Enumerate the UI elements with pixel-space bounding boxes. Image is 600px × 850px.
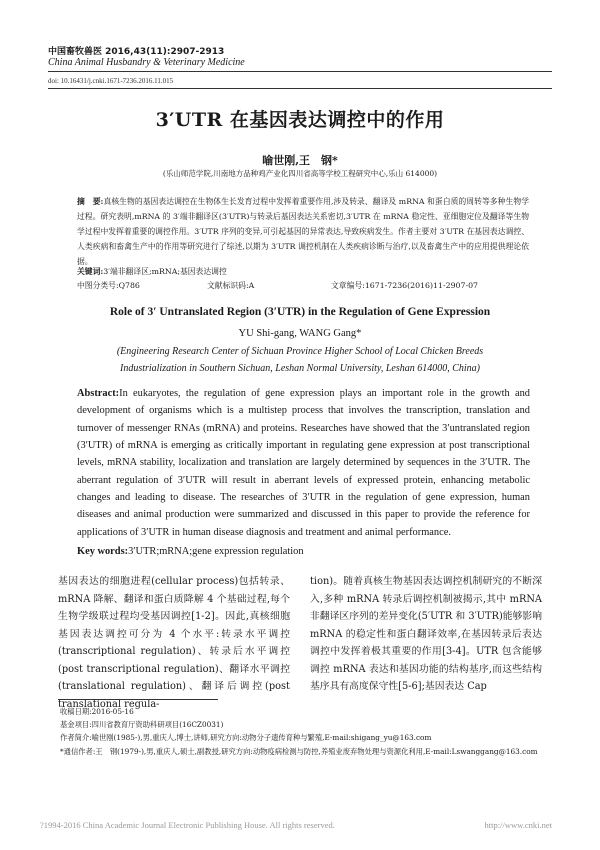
header-rule-top (48, 71, 552, 72)
cn-authors: 喻世刚,王 钢* (262, 154, 338, 167)
en-authors: YU Shi-gang, WANG Gang* (238, 328, 362, 339)
body-right-column: tion)。随着真核生物基因表达调控机制研究的不断深入,多种 mRNA 转录后调控机制被揭示,其中 mRNA非翻译区序列的差异变化(5′UTR 和 3′UTR)能够影响 mRNA 的稳定性和蛋白翻译效率,在基因转录后表达调控中发挥着极其重要的作用[3-4]。UTR 包含能够调控 mRNA 表达和基因功能的结构基序,而这些结构基序具有高度保守性[5-6];基因表达 Cap (310, 576, 542, 692)
en-affiliation-line2: Industrialization in Southern Sichuan, Leshan Normal University, Leshan 614000, China) (119, 363, 480, 374)
en-keywords-label: Key words: (77, 546, 129, 557)
footnote-author: 作者简介:喻世刚(1985-),男,重庆人,博士,讲师,研究方向:动物分子遗传育种与繁殖,E-mail:shigang_yu@163.com (60, 733, 432, 742)
en-abstract (77, 385, 530, 541)
doi[interactable]: doi: 10.16431/j.cnki.1671-7236.2016.11.015 (48, 77, 174, 85)
document-code: 文献标识码:A (207, 281, 255, 290)
cn-keywords-text: 3′端非翻译区;mRNA;基因表达调控 (103, 267, 227, 276)
en-title: Role of 3′ Untranslated Region (3′UTR) in the Regulation of Gene Expression (109, 306, 491, 318)
clc-number: 中图分类号:Q786 (77, 281, 140, 290)
en-abstract-label: Abstract: (77, 388, 120, 399)
en-affiliation-line1: (Engineering Research Center of Sichuan Province Higher School of Local Chicken Breeds (116, 346, 484, 357)
cn-abstract-label: 摘 要: (77, 197, 104, 206)
footnote-corresponding: *通信作者:王 钢(1979-),男,重庆人,硕士,副教授,研究方向:动物疫病检测与防控,养殖业废弃物处理与资源化利用,E-mail:Lswanggang@163.com (60, 747, 538, 756)
cn-abstract (77, 195, 529, 270)
en-abstract-text: In eukaryotes, the regulation of gene expression plays an important role in the growth and development of organisms which is a multistep process that involves the transcription, translation and turnover of messenger RNAs (mRNA) and proteins. Researches have showed that the 3′untranslated region (3′UTR) of mRNA is emerging as critically important in regulating gene expression at post transcriptional levels, mRNA stability, localization and translation are largely determined by sequences in the 3′UTR. The aberrant regulation of 3′UTR will result in aberrant levels of expressed protein, enhancing metabolic changes and leading to disease. The researches of 3′UTR in the regulation of gene expression, human diseases and animal production were summarized and discussed in this paper to provide the reference for applications of 3′UTR in human disease diagnosis and treatment and animal performance. (77, 388, 530, 538)
en-keywords (77, 546, 304, 557)
cn-abstract-text: 真核生物的基因表达调控在生物体生长发育过程中发挥着重要作用,涉及转录、翻译及 mRNA 和蛋白质的周转等多种生物学过程。研究表明,mRNA 的 3′端非翻译区(3′UTR)与转录后基因表达关系密切,3′UTR 在 mRNA 稳定性、亚细胞定位及翻译等生物学过程中发挥着重要的调控作用。3′UTR 序列的变异,可引起基因的异常表达,导致疾病发生。作者主要对 3′UTR 在基因表达调控、人类疾病和畜禽生产中的作用等研究进行了综述,以期为 3′UTR 调控机制在人类疾病诊断与治疗,以及畜禽生产中的应用提供理论依据。 (77, 197, 529, 266)
article-number: 文章编号:1671-7236(2016)11-2907-07 (331, 281, 479, 290)
cn-keywords (77, 266, 227, 277)
en-affiliation (0, 343, 600, 377)
en-keywords-text: 3′UTR;mRNA;gene expression regulation (128, 546, 304, 557)
header-rule-bottom (48, 88, 552, 89)
cn-affiliation: (乐山师范学院,川南地方品种鸡产业化四川省高等学校工程研究中心,乐山 614000) (162, 169, 438, 178)
journal-header-en: China Animal Husbandry & Veterinary Medicine (48, 57, 245, 68)
body-left-column: 基因表达的细胞进程(cellular process)包括转录、mRNA 降解、翻译和蛋白质降解 4 个基础过程,每个生物学级联过程均受基因调控[1-2]。因此,真核细胞基因表达调控可分为 4 个水平:转录水平调控(transcriptional regulation)、转录后水平调控(post transcriptional regulation)、翻译水平调控(translational regulation)、翻译后调控(post translational regula- (58, 576, 290, 710)
cn-title: 3′UTR 在基因表达调控中的作用 (155, 109, 445, 131)
footer-copyright: ?1994-2016 China Academic Journal Electronic Publishing House. All rights reserved. (40, 820, 335, 830)
footnote-rule (58, 699, 218, 700)
footnote-received: 收稿日期:2016-05-16 (60, 707, 134, 716)
footnote-fund: 基金项目:四川省教育厅资助科研项目(16CZ0031) (60, 720, 224, 729)
cn-keywords-label: 关键词: (77, 267, 104, 276)
footer-url[interactable]: http://www.cnki.net (484, 820, 552, 830)
journal-header-cn: 中国畜牧兽医 2016,43(11):2907-2913 (48, 47, 225, 57)
